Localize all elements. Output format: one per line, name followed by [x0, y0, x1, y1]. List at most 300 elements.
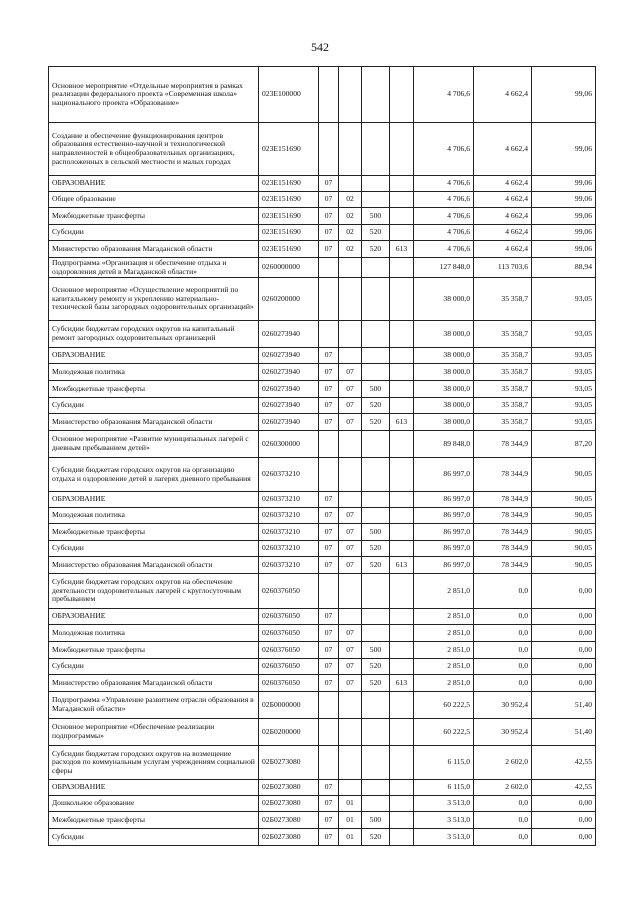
row-name: Субсидии — [49, 225, 259, 241]
row-kosgu — [390, 780, 414, 796]
row-kosgu — [390, 829, 414, 846]
row-subsection: 07 — [339, 625, 362, 642]
row-name: Общее образование — [49, 192, 259, 208]
row-fact: 78 344,9 — [474, 557, 532, 574]
row-code: 0260373210 — [259, 492, 319, 508]
table-row — [49, 796, 596, 812]
row-code: 0260373210 — [259, 557, 319, 574]
row-section: 07 — [319, 348, 339, 364]
row-subsection — [339, 348, 362, 364]
row-name: Межбюджетные трансферты — [49, 812, 259, 829]
row-expense-type — [362, 431, 390, 458]
row-fact: 0,0 — [474, 609, 532, 625]
row-section: 07 — [319, 812, 339, 829]
row-expense-type: 520 — [362, 659, 390, 675]
row-percent: 90,05 — [532, 524, 596, 541]
row-percent: 42,55 — [532, 746, 596, 780]
row-expense-type — [362, 364, 390, 381]
row-plan: 3 513,0 — [414, 796, 474, 812]
row-percent: 90,05 — [532, 557, 596, 574]
row-percent: 99,06 — [532, 208, 596, 225]
row-plan: 2 851,0 — [414, 659, 474, 675]
table-row — [49, 508, 596, 524]
row-section: 07 — [319, 176, 339, 192]
row-fact: 4 662,4 — [474, 192, 532, 208]
row-percent: 93,05 — [532, 364, 596, 381]
row-name: Субсидии бюджетам городских округов на организацию отдыха и оздоровление детей в лагерях дневного пребывания — [49, 458, 259, 492]
row-section — [319, 719, 339, 746]
row-fact: 30 952,4 — [474, 692, 532, 719]
table-row — [49, 67, 596, 123]
row-code: 0260273940 — [259, 398, 319, 414]
row-plan: 38 000,0 — [414, 278, 474, 321]
row-code: 0260300000 — [259, 431, 319, 458]
row-plan: 38 000,0 — [414, 414, 474, 431]
row-expense-type: 520 — [362, 675, 390, 692]
row-kosgu — [390, 348, 414, 364]
row-plan: 4 706,6 — [414, 176, 474, 192]
row-section — [319, 574, 339, 609]
row-section: 07 — [319, 398, 339, 414]
row-percent: 99,06 — [532, 67, 596, 123]
row-kosgu — [390, 225, 414, 241]
row-fact: 35 358,7 — [474, 398, 532, 414]
row-section: 07 — [319, 492, 339, 508]
row-code: 0260000000 — [259, 258, 319, 278]
row-subsection — [339, 123, 362, 176]
row-fact: 35 358,7 — [474, 381, 532, 398]
row-fact: 0,0 — [474, 675, 532, 692]
row-percent: 90,05 — [532, 541, 596, 557]
row-plan: 3 513,0 — [414, 829, 474, 846]
row-kosgu — [390, 321, 414, 348]
row-percent: 0,00 — [532, 659, 596, 675]
row-expense-type — [362, 609, 390, 625]
row-name: Молодежная политика — [49, 508, 259, 524]
row-subsection — [339, 780, 362, 796]
row-subsection — [339, 278, 362, 321]
row-expense-type — [362, 192, 390, 208]
row-subsection: 02 — [339, 225, 362, 241]
row-name: Основное мероприятие «Развитие муниципальных лагерей с дневным пребыванием детей» — [49, 431, 259, 458]
row-plan: 6 115,0 — [414, 780, 474, 796]
table-row — [49, 609, 596, 625]
row-section: 07 — [319, 675, 339, 692]
row-subsection: 07 — [339, 414, 362, 431]
row-expense-type — [362, 258, 390, 278]
row-subsection: 07 — [339, 364, 362, 381]
row-percent: 0,00 — [532, 609, 596, 625]
row-name: ОБРАЗОВАНИЕ — [49, 609, 259, 625]
row-plan: 4 706,6 — [414, 192, 474, 208]
row-code: 02Б0273080 — [259, 829, 319, 846]
row-code: 0260373210 — [259, 541, 319, 557]
row-kosgu: 613 — [390, 241, 414, 258]
row-fact: 0,0 — [474, 642, 532, 659]
row-plan: 38 000,0 — [414, 364, 474, 381]
row-plan: 4 706,6 — [414, 208, 474, 225]
row-subsection: 07 — [339, 541, 362, 557]
row-kosgu — [390, 574, 414, 609]
row-fact: 35 358,7 — [474, 414, 532, 431]
row-section: 07 — [319, 414, 339, 431]
row-expense-type — [362, 692, 390, 719]
row-kosgu — [390, 524, 414, 541]
row-expense-type — [362, 719, 390, 746]
row-subsection: 01 — [339, 812, 362, 829]
row-name: Министерство образования Магаданской области — [49, 557, 259, 574]
row-fact: 35 358,7 — [474, 364, 532, 381]
row-expense-type: 500 — [362, 642, 390, 659]
row-name: Министерство образования Магаданской области — [49, 414, 259, 431]
row-percent: 93,05 — [532, 381, 596, 398]
row-name: Подпрограмма «Управление развитием отрасли образования в Магаданской области» — [49, 692, 259, 719]
row-expense-type: 500 — [362, 524, 390, 541]
table-row — [49, 321, 596, 348]
row-percent: 0,00 — [532, 796, 596, 812]
row-expense-type — [362, 746, 390, 780]
row-expense-type — [362, 492, 390, 508]
table-row — [49, 431, 596, 458]
row-section: 07 — [319, 557, 339, 574]
row-percent: 99,06 — [532, 192, 596, 208]
row-code: 0260373210 — [259, 508, 319, 524]
row-expense-type: 520 — [362, 414, 390, 431]
row-section: 07 — [319, 642, 339, 659]
row-name: Молодежная политика — [49, 364, 259, 381]
row-code: 02Б0273080 — [259, 812, 319, 829]
row-section: 07 — [319, 780, 339, 796]
row-subsection — [339, 258, 362, 278]
row-section: 07 — [319, 609, 339, 625]
row-fact: 35 358,7 — [474, 348, 532, 364]
row-name: Субсидии — [49, 398, 259, 414]
row-kosgu — [390, 609, 414, 625]
row-section: 07 — [319, 508, 339, 524]
row-percent: 42,55 — [532, 780, 596, 796]
row-percent: 0,00 — [532, 625, 596, 642]
row-kosgu — [390, 176, 414, 192]
row-expense-type: 520 — [362, 398, 390, 414]
row-section: 07 — [319, 381, 339, 398]
row-plan: 86 997,0 — [414, 541, 474, 557]
row-fact: 78 344,9 — [474, 431, 532, 458]
row-expense-type: 500 — [362, 812, 390, 829]
row-subsection — [339, 431, 362, 458]
row-name: Подпрограмма «Организация и обеспечение отдыха и оздоровления детей в Магаданской области» — [49, 258, 259, 278]
row-fact: 4 662,4 — [474, 208, 532, 225]
table-body — [49, 67, 596, 846]
row-kosgu — [390, 642, 414, 659]
row-kosgu — [390, 458, 414, 492]
row-fact: 4 662,4 — [474, 176, 532, 192]
row-percent: 0,00 — [532, 642, 596, 659]
row-code: 0260373210 — [259, 458, 319, 492]
row-name: Министерство образования Магаданской области — [49, 675, 259, 692]
row-name: Молодежная политика — [49, 625, 259, 642]
row-section — [319, 458, 339, 492]
row-expense-type: 520 — [362, 557, 390, 574]
table-row — [49, 278, 596, 321]
row-percent: 93,05 — [532, 348, 596, 364]
row-code: 02Б0273080 — [259, 746, 319, 780]
row-kosgu — [390, 192, 414, 208]
row-subsection — [339, 492, 362, 508]
row-name: Дошкольное образование — [49, 796, 259, 812]
row-code: 0260273940 — [259, 364, 319, 381]
row-section: 07 — [319, 829, 339, 846]
row-fact: 35 358,7 — [474, 278, 532, 321]
row-fact: 78 344,9 — [474, 492, 532, 508]
row-subsection: 02 — [339, 241, 362, 258]
row-code: 023E151690 — [259, 208, 319, 225]
row-code: 0260376050 — [259, 625, 319, 642]
table-row — [49, 625, 596, 642]
row-section: 07 — [319, 225, 339, 241]
row-code: 0260376050 — [259, 574, 319, 609]
row-name: Субсидии — [49, 829, 259, 846]
row-kosgu — [390, 719, 414, 746]
row-subsection: 01 — [339, 829, 362, 846]
row-kosgu — [390, 364, 414, 381]
row-section: 07 — [319, 364, 339, 381]
row-plan: 4 706,6 — [414, 225, 474, 241]
row-kosgu: 613 — [390, 557, 414, 574]
row-fact: 113 703,6 — [474, 258, 532, 278]
row-expense-type: 500 — [362, 381, 390, 398]
row-code: 0260376050 — [259, 675, 319, 692]
row-expense-type — [362, 321, 390, 348]
row-percent: 93,05 — [532, 414, 596, 431]
row-expense-type — [362, 278, 390, 321]
row-expense-type: 500 — [362, 208, 390, 225]
row-subsection — [339, 692, 362, 719]
row-kosgu — [390, 659, 414, 675]
row-percent: 99,06 — [532, 176, 596, 192]
row-name: ОБРАЗОВАНИЕ — [49, 348, 259, 364]
row-subsection: 07 — [339, 524, 362, 541]
row-kosgu — [390, 208, 414, 225]
page-number: 542 — [311, 40, 329, 54]
row-subsection — [339, 719, 362, 746]
row-section — [319, 278, 339, 321]
row-expense-type: 520 — [362, 241, 390, 258]
row-section — [319, 746, 339, 780]
row-subsection: 01 — [339, 796, 362, 812]
row-fact: 4 662,4 — [474, 123, 532, 176]
row-name: Межбюджетные трансферты — [49, 381, 259, 398]
table-row — [49, 414, 596, 431]
row-expense-type — [362, 176, 390, 192]
row-subsection: 07 — [339, 675, 362, 692]
row-plan: 2 851,0 — [414, 574, 474, 609]
row-plan: 86 997,0 — [414, 524, 474, 541]
row-section: 07 — [319, 241, 339, 258]
row-plan: 3 513,0 — [414, 812, 474, 829]
table-row — [49, 642, 596, 659]
budget-table — [48, 66, 596, 846]
row-section: 07 — [319, 659, 339, 675]
table-row — [49, 812, 596, 829]
row-plan: 86 997,0 — [414, 492, 474, 508]
row-kosgu — [390, 278, 414, 321]
row-plan: 86 997,0 — [414, 458, 474, 492]
row-expense-type — [362, 780, 390, 796]
row-percent: 88,94 — [532, 258, 596, 278]
row-name: ОБРАЗОВАНИЕ — [49, 176, 259, 192]
row-fact: 4 662,4 — [474, 225, 532, 241]
row-percent: 99,06 — [532, 225, 596, 241]
row-code: 023E151690 — [259, 123, 319, 176]
row-percent: 90,05 — [532, 458, 596, 492]
row-percent: 0,00 — [532, 574, 596, 609]
row-name: Субсидии бюджетам городских округов на обеспечение деятельности оздоровительных лагерей с круглосуточным пребыванием — [49, 574, 259, 609]
row-fact: 2 602,0 — [474, 780, 532, 796]
row-code: 0260373210 — [259, 524, 319, 541]
row-plan: 86 997,0 — [414, 557, 474, 574]
table-row — [49, 176, 596, 192]
row-plan: 60 222,5 — [414, 719, 474, 746]
row-subsection: 07 — [339, 642, 362, 659]
table-row — [49, 574, 596, 609]
table-row — [49, 225, 596, 241]
table-row — [49, 829, 596, 846]
row-subsection: 07 — [339, 659, 362, 675]
row-name: Межбюджетные трансферты — [49, 208, 259, 225]
row-plan: 38 000,0 — [414, 321, 474, 348]
row-plan: 89 848,0 — [414, 431, 474, 458]
row-subsection — [339, 458, 362, 492]
row-plan: 2 851,0 — [414, 675, 474, 692]
row-code: 02Б0200000 — [259, 719, 319, 746]
row-plan: 6 115,0 — [414, 746, 474, 780]
row-section: 07 — [319, 796, 339, 812]
row-kosgu — [390, 431, 414, 458]
table-row — [49, 398, 596, 414]
row-section — [319, 67, 339, 123]
table-row — [49, 780, 596, 796]
row-kosgu — [390, 796, 414, 812]
row-kosgu — [390, 746, 414, 780]
row-kosgu: 613 — [390, 675, 414, 692]
table-row — [49, 458, 596, 492]
table-row — [49, 381, 596, 398]
row-code: 023E151690 — [259, 241, 319, 258]
table-row — [49, 348, 596, 364]
row-fact: 2 602,0 — [474, 746, 532, 780]
row-expense-type: 520 — [362, 541, 390, 557]
row-kosgu — [390, 258, 414, 278]
row-code: 023E100000 — [259, 67, 319, 123]
row-code: 0260376050 — [259, 609, 319, 625]
row-percent: 90,05 — [532, 508, 596, 524]
row-section: 07 — [319, 192, 339, 208]
row-code: 0260200000 — [259, 278, 319, 321]
table-row — [49, 692, 596, 719]
row-code: 02Б0273080 — [259, 780, 319, 796]
row-expense-type — [362, 508, 390, 524]
table-row — [49, 192, 596, 208]
row-percent: 99,06 — [532, 241, 596, 258]
row-percent: 0,00 — [532, 829, 596, 846]
row-name: Министерство образования Магаданской области — [49, 241, 259, 258]
row-name: Субсидии бюджетам городских округов на капитальный ремонт загородных оздоровительных организаций — [49, 321, 259, 348]
row-expense-type — [362, 123, 390, 176]
row-subsection: 07 — [339, 557, 362, 574]
row-percent: 51,40 — [532, 719, 596, 746]
row-plan: 60 222,5 — [414, 692, 474, 719]
row-section: 07 — [319, 208, 339, 225]
row-subsection: 02 — [339, 208, 362, 225]
row-code: 02Б0273080 — [259, 796, 319, 812]
row-subsection: 07 — [339, 381, 362, 398]
row-subsection: 02 — [339, 192, 362, 208]
table-row — [49, 524, 596, 541]
row-fact: 78 344,9 — [474, 541, 532, 557]
row-kosgu — [390, 625, 414, 642]
table-row — [49, 208, 596, 225]
row-code: 023E151690 — [259, 192, 319, 208]
row-name: Субсидии бюджетам городских округов на возмещение расходов по коммунальным услугам учреждениям социальной сферы — [49, 746, 259, 780]
table-row — [49, 746, 596, 780]
row-plan: 127 848,0 — [414, 258, 474, 278]
row-plan: 2 851,0 — [414, 625, 474, 642]
row-section — [319, 692, 339, 719]
row-expense-type: 520 — [362, 225, 390, 241]
row-plan: 38 000,0 — [414, 381, 474, 398]
row-section: 07 — [319, 541, 339, 557]
row-plan: 38 000,0 — [414, 398, 474, 414]
row-fact: 4 662,4 — [474, 241, 532, 258]
row-section — [319, 321, 339, 348]
row-plan: 86 997,0 — [414, 508, 474, 524]
table-row — [49, 675, 596, 692]
row-name: Основное мероприятие «Отдельные мероприятия в рамках реализации федерального проекта «Современная школа» национального проекта «Образование» — [49, 67, 259, 123]
row-expense-type: 520 — [362, 829, 390, 846]
row-name: Субсидии — [49, 659, 259, 675]
row-code: 0260273940 — [259, 321, 319, 348]
row-section: 07 — [319, 524, 339, 541]
row-fact: 35 358,7 — [474, 321, 532, 348]
row-percent: 93,05 — [532, 398, 596, 414]
row-fact: 30 952,4 — [474, 719, 532, 746]
row-kosgu — [390, 67, 414, 123]
row-plan: 4 706,6 — [414, 123, 474, 176]
row-code: 0260376050 — [259, 642, 319, 659]
row-section — [319, 123, 339, 176]
row-expense-type — [362, 458, 390, 492]
row-expense-type — [362, 574, 390, 609]
row-kosgu — [390, 381, 414, 398]
row-code: 0260273940 — [259, 348, 319, 364]
row-expense-type — [362, 796, 390, 812]
row-name: Субсидии — [49, 541, 259, 557]
row-percent: 0,00 — [532, 675, 596, 692]
row-plan: 2 851,0 — [414, 642, 474, 659]
row-code: 023E151690 — [259, 176, 319, 192]
row-subsection — [339, 321, 362, 348]
row-percent: 90,05 — [532, 492, 596, 508]
row-fact: 0,0 — [474, 625, 532, 642]
row-expense-type — [362, 625, 390, 642]
row-fact: 78 344,9 — [474, 458, 532, 492]
row-section — [319, 431, 339, 458]
row-name: Основное мероприятие «Обеспечение реализации подпрограммы» — [49, 719, 259, 746]
row-code: 0260273940 — [259, 414, 319, 431]
row-code: 0260273940 — [259, 381, 319, 398]
row-subsection — [339, 67, 362, 123]
row-kosgu — [390, 812, 414, 829]
